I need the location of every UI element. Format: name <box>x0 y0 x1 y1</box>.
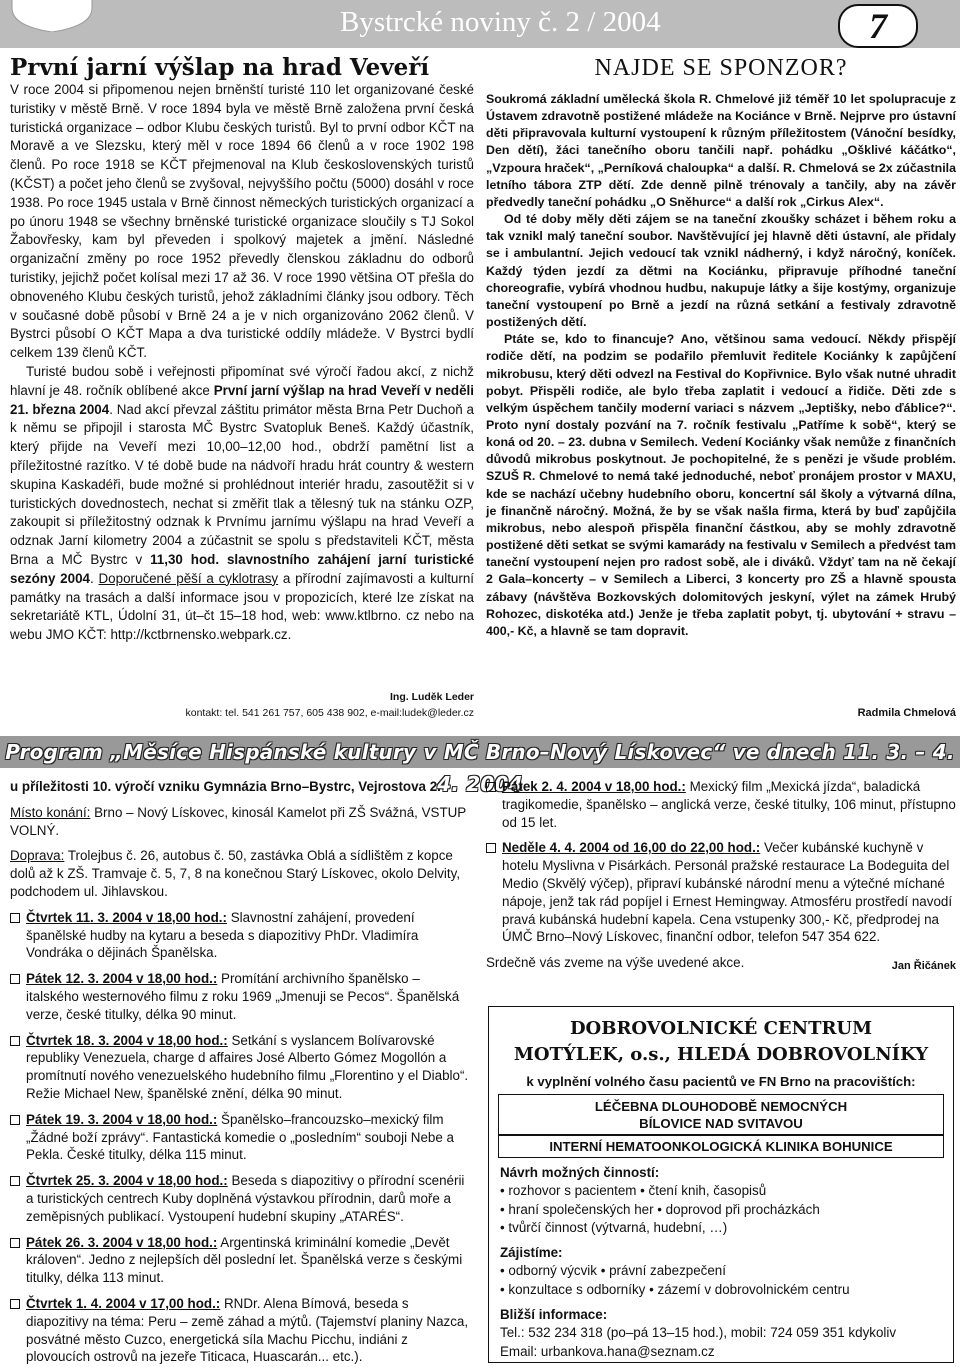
event-date: Neděle 4. 4. 2004 od 16,00 do 22,00 hod.: <box>502 840 761 856</box>
article-paragraph: Ptáte se, kdo to financuje? Ano, většinou sama vedoucí. Někdy přispějí rodiče dětí, na podzim se podařilo přemluvit ředitele Kociánky k zapůjčení mikrobusu, který děti odvezl na Festival do Kopřivnice. Bylo však nutné uhradit pobyt. Přispěli rodiče, ale bylo třeba zaplatit i vedoucí a řidiče. Děti zde s velkým úspěchem tančily moderní variaci s názvem „Jeptišky, nebo ďáblice?“. Proto nyní dostaly pozvání na 7. ročník festivalu „Patříme k sobě“, který se koná od 20. – 23. dubna v Semilech. Vedení Kociánky však nemůže z finančních důvodů mikrobus poskytnout. Je pochopitelné, že s penězi je všude problém. SZUŠ R. Chmelové to nemá také jednoduché, neboť pronájem prostor v MAXU, kde se nachází učebny hudebního oboru, koncertní sál školy a výtvarná dílna, je finančně náročný. Možná, že by se však našla firma, která by buď zapůjčila mikrobus, nebo alespoň přispěla finanční částkou, aby se mohly zdravotně postižené děti setkat se svými kamarády na festivalu v Semilech a předvést tam taneční vystoupení nejen pro radost sobě, ale i diváků. Vždyť tam na ně čekají 2 Gala–koncerty – v Semilech a Liberci, 3 koncerty pro ZŠ a hlavně spousta zábavy (návštěva Bozkovských dolomitových jeskyní, výlet na zámek Hrubý Rohozec, diskotéka atd.) Jenže je třeba zaplatit pobyt, tj. ubytování + stravu – 400,- Kč, a hlavně se tam dopravit. <box>486 332 956 638</box>
program-event <box>10 970 474 1023</box>
event-text: Beseda s diapozitivy o přírodní scenérii a turistických centrech Kuby doplněná výstavkou přírodnin, darů moře a zeměpisných publikací. Vystoupení hudební skupiny „ATARÉS“. <box>26 1173 465 1224</box>
transport-label: Doprava: <box>10 848 65 864</box>
author-signature: Ing. Luděk Leder <box>389 691 474 703</box>
event-date: Čtvrtek 18. 3. 2004 v 18,00 hod.: <box>26 1032 228 1048</box>
place-label: Místo konání: <box>10 804 91 820</box>
sponsor-heading: NAJDE SE SPONZOR? <box>594 55 848 81</box>
contact-phone: Tel.: 532 234 318 (po–pá 13–15 hod.), mobil: 724 059 351 kdykoliv <box>500 1325 897 1341</box>
article-paragraph: Od té doby měly děti zájem se na taneční zkoušky scházet i během roku a tak vznikl malý taneční soubor. Navštěvující jej hlavně děti ústavní, ale přidaly se i ambulantní. Jejich vedoucí tak vznikl nádherný, i když náročný, koníček. Každý týden jezdí za dětmi na Kociánku, připravuje příhodné taneční choreografie, vybírá vhodnou hudbu, nakupuje látky a šije kostýmy, organizuje taneční vystoupení po Brně a jezdí na různá setkání a festivaly zdravotně postižených dětí. <box>486 212 956 330</box>
activities-heading: Návrh možných činností: <box>500 1165 660 1180</box>
program-event <box>10 1032 474 1103</box>
event-text: Promítání archivního španělsko – italského westernového filmu z roku 1969 „Jmenuji se Pecos“. Španělská verze, české titulky, délka 90 minut. <box>26 971 460 1022</box>
workplace-line: BÍLOVICE NAD SVITAVOU <box>639 1116 803 1131</box>
list-item: • odborný výcvik • právní zabezpečení <box>500 1263 726 1279</box>
program-closing <box>486 954 956 972</box>
program-event <box>486 839 956 946</box>
event-text: Setkání s vyslancem Bolívarovské republiky Venezuela, charge d affaires José Alberto Gómez Mogollón a promítnutí nového venezuelského hudebního filmu „Florentino y el Diablo“. Režie Michael New, španělské znění, délka 90 minut. <box>26 1032 469 1101</box>
checkbox-bullet-icon <box>10 913 20 923</box>
sponsor-article-body <box>486 91 956 640</box>
event-text: Španělsko–francouzsko–mexický film „Žádné boží zprávy“. Fantastická komedie o „posledním“ souboji Nebe a Pekla. České titulky, délka 115 minut. <box>26 1111 454 1163</box>
event-date: Pátek 19. 3. 2004 v 18,00 hod.: <box>26 1111 218 1127</box>
volunteer-title: DOBROVOLNICKÉ CENTRUM <box>569 1018 873 1039</box>
event-date: Pátek 12. 3. 2004 v 18,00 hod.: <box>26 971 218 987</box>
list-item: • hraní společenských her • doprovod při procházkách <box>500 1201 820 1217</box>
event-highlight: První jarní výšlap na hrad Veveří v neděli 21. března 2004 <box>10 382 474 417</box>
place-text: Brno – Nový Lískovec, kinosál Kamelot při ZŠ Svážná, VSTUP VOLNÝ. <box>10 804 466 838</box>
event-date: Pátek 2. 4. 2004 v 18,00 hod.: <box>502 779 686 794</box>
event-text: Slavnostní zahájení, provedení španělské hudby na kytaru a beseda s diapozitivy PhDr. Vladimíra Vondráka o dějinách Španělska. <box>26 909 419 961</box>
page-number: 7 <box>838 4 918 48</box>
event-date: Pátek 26. 3. 2004 v 18,00 hod.: <box>26 1234 218 1250</box>
text-run: . <box>89 570 99 586</box>
program-place <box>10 804 474 840</box>
event-text: Večer kubánské kuchyně v hotelu Myslivna v Pisárkách. Personál pražské restaurace La Bodeguita del Medio (Skvělý výčep), připraví kubánské národní menu a výtečné míchané nápoje, jenž tak rád popíjel i Ernest Hemingway. Atmosféru prostředí navodí pravá kubánská hudební kapela. Cena vstupenky 300,- Kč, předprodej na ÚMČ Brno–Nový Lískovec, finanční odbor, telefon 547 354 622. <box>502 840 953 945</box>
program-event <box>10 1234 474 1287</box>
program-event <box>10 1172 474 1225</box>
contact-email: Email: urbankova.hana@seznam.cz <box>500 1343 715 1359</box>
list-item: • konzultace s odborníky • zázemí v dobrovolnickém centru <box>500 1281 850 1297</box>
program-banner-title: Program „Měsíce Hispánské kultury v MČ Brno–Nový Lískovec“ ve dnech 11. 3. – 4. 4. 2004 <box>5 740 955 796</box>
author-contact: kontakt: tel. 541 261 757, 605 438 902, e-mail:ludek@leder.cz <box>185 707 474 719</box>
program-column-left <box>10 778 474 1366</box>
event-date: Čtvrtek 25. 3. 2004 v 18,00 hod.: <box>26 1173 228 1189</box>
routes-underlined: Doporučené pěší a cyklotrasy <box>98 570 279 586</box>
workplace-box <box>498 1134 944 1158</box>
event-text: RNDr. Alena Bímová, beseda s diapozitivy na téma: Peru – země záhad a mýtů. (Tajemství planiny Nazca, posvátné město Cuzco, energetická síla Machu Picchu, indiáni z plovoucích ostrovů na jezeře Titicaca, Huascarán... etc.). <box>26 1295 469 1365</box>
article-body <box>10 81 474 645</box>
coat-of-arms-icon <box>6 0 98 32</box>
info-heading: Bližší informace: <box>500 1307 608 1323</box>
workplace-line: INTERNÍ HEMATOONKOLOGICKÁ KLINIKA BOHUNICE <box>549 1139 893 1154</box>
closing-text: Srdečně vás zveme na výše uvedené akce. <box>486 955 745 971</box>
checkbox-bullet-icon <box>486 843 496 853</box>
article-paragraph: V roce 2004 si připomenou nejen brněnští turisté 110 let organizované české turistiky v městě Brně. V roce 1894 byla ve městě Brně založena první česká turistická organizace – odbor Klubu českých turistů. Byl to první odbor KČT na Moravě a ve Slezsku, který měl v roce 1894 66 členů a v roce 1902 198 členů. Po roce 1918 se KČT přejmenoval na Klub československých turistů (KČST) a počet jeho členů se zvyšoval, nejvyššího počtu (5000) dosáhl v roce 1938. Po roce 1945 ustala v Brně činnost německých turistických organizací a po únoru 1948 se všechny brněnské turistické organizace sloučily s TJ Sokol Žabovřesky, kam byl převeden i spolkový majetek a jmění. Následné organizační změny po roce 1952 převedly členskou základnu do odborů turistiky, jejichž počet kolísal mezi 17 až 36. V roce 1990 většina OT přešla do obnoveného Klubu českých turistů, jehož základními články jsou odbory. Těch v současné době působí v Brně 24 a je v nich organizováno 2062 členů. V Bystrci působí O KČT Mapa a dva turistické oddíly mládeže. V Bystrci bydlí celkem 139 členů KČT. <box>10 82 474 361</box>
author-signature: Jan Řičánek <box>891 960 956 973</box>
checkbox-bullet-icon <box>10 1036 20 1046</box>
author-signature: Radmila Chmelová <box>857 707 956 719</box>
volunteer-title: MOTÝLEK, o.s., HLEDÁ DOBROVOLNÍKY <box>513 1044 929 1065</box>
checkbox-bullet-icon <box>10 1176 20 1186</box>
article-paragraph: Soukromá základní umělecká škola R. Chmelové již téměř 10 let spolupracuje z Ústavem zdravotně postižené mládeže na Kociánce v Brně. Nejprve pro ústavní děti připravovala kulturní vystoupení k různým příležitostem (Vánoční besídky, Den dětí), žáci tanečního oboru tančili např. pohádku „Ošklivé káčátko“, „Vzpoura hraček“, „Perníková chaloupka“ a další. R. Chmelová se 2x zúčastnila letního tábora ZTP dětí. Zde denně pilně trénovaly a tančily, aby na závěr předvedly taneční pohádku „O Sněhurce“ a další rok „Cirkus Alex“. <box>486 92 956 209</box>
newspaper-title: Bystrcké noviny č. 2 / 2004 <box>340 6 661 38</box>
event-date: Čtvrtek 11. 3. 2004 v 18,00 hod.: <box>26 909 227 925</box>
workplace-line: LÉČEBNA DLOUHODOBĚ NEMOCNÝCH <box>594 1099 848 1114</box>
checkbox-bullet-icon <box>10 1238 20 1248</box>
program-event <box>10 909 474 962</box>
volunteer-details <box>500 1164 946 1361</box>
text-run: a přírodní zajímavosti a kulturní památky na trasách a další informace jsou v propozicích, které lze získat na sekretariátě KTL, Údolní 31, út–čt 15–18 hod, web: www.ktlbrno. cz nebo na webu JMO KČT: http://kctbrnensko.webpark.cz. <box>10 570 475 643</box>
event-highlight: 11,30 hod. slavnostního zahájení jarní turistické sezóny 2004 <box>10 551 474 586</box>
interests-heading: Zájistíme: <box>500 1245 563 1261</box>
program-transport <box>10 847 474 900</box>
article-paragraph <box>10 363 474 645</box>
list-item: • tvůrčí činnost (výtvarná, hudební, …) <box>500 1219 728 1235</box>
event-text: Argentinská kriminální komedie „Devět královen“. Jedno z nejlepších děl poslední let. Španělská verze s českými titulky, délka 113 minut. <box>26 1234 463 1286</box>
transport-text: Trolejbus č. 26, autobus č. 50, zastávka Oblá a sídlištěm z kopce dolů až k ZŠ. Tramvaje č. 5, 7, 8 na konečnou Starý Lískovec, okolo Delvity, podchodem ul. Jihlavskou. <box>10 848 461 899</box>
checkbox-bullet-icon <box>486 782 496 792</box>
volunteer-subtitle: k vyplnění volného času pacientů ve FN Brno na pracovištích: <box>526 1074 916 1089</box>
text-run: . Nad akcí převzal záštitu primátor města Brna Petr Duchoň a k němu se připojil i starosta MČ Bystrc Svatopluk Beneš. Každý účastník, který přijde na Veveří mezi 10,00–12,00 hod., obdrží pamětní list a příležitostné razítko. V té době bude na nádvoří hradu hrát country & western skupina Kaskadéři, bude možné si prohlédnout interiér hradu, zasoutěžit si v turistických dovednostech, nechat si změřit tlak a tělesný tuk na stánku OZP, zakoupit si příležitostný odznak k Prvnímu jarnímu výšlapu na hrad Veveří a odznak Jarní kilometry 2004 a zúčastnit se spolu s představiteli KČT, města Brna a MČ Bystrc v <box>10 401 474 567</box>
checkbox-bullet-icon <box>10 1115 20 1125</box>
program-event <box>486 778 956 831</box>
text-run: Turisté budou sobě i veřejnosti připomínat své výročí řadou akcí, z nichž hlavní je 48. ročník oblíbené akce <box>10 363 474 398</box>
checkbox-bullet-icon <box>10 1299 20 1309</box>
program-column-right <box>486 778 956 976</box>
program-event <box>10 1295 474 1366</box>
workplace-box <box>498 1094 944 1136</box>
checkbox-bullet-icon <box>10 974 20 984</box>
program-event <box>10 1111 474 1164</box>
event-date: Čtvrtek 1. 4. 2004 v 17,00 hod.: <box>26 1295 221 1311</box>
article-title: První jarní výšlap na hrad Veveří <box>10 54 430 81</box>
list-item: • rozhovor s pacientem • čtení knih, časopisů <box>500 1183 767 1199</box>
program-intro: u příležitosti 10. výročí vzniku Gymnázia Brno–Bystrc, Vejrostova 2. <box>10 779 441 794</box>
event-text: Mexický film „Mexická jízda“, baladická tragikomedie, španělsko – anglická verze, české titulky, 106 minut, přístupno od 15 let. <box>502 779 956 830</box>
